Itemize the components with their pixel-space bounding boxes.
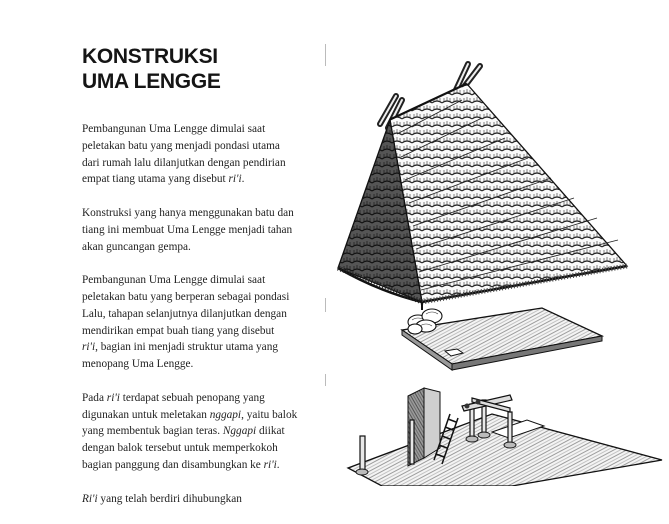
text-run: diikat (256, 425, 285, 438)
text-line (82, 306, 318, 323)
text-line (82, 155, 318, 172)
text-run: terdapat sebuah penopang yang (119, 391, 265, 404)
text-run: . (276, 458, 280, 471)
text-run: bagian panggung dan disambungkan ke (82, 458, 264, 471)
text-line (82, 138, 318, 155)
text-run: , yaitu balok (241, 408, 298, 421)
text-run: dengan balok tersebut untuk memperkokoh (82, 442, 278, 455)
construction-illustration (322, 40, 669, 486)
italic-term: ri'i (82, 341, 96, 354)
text-line (82, 272, 318, 289)
text-run: dari rumah lalu dilanjutkan dengan pendirian (82, 156, 286, 169)
text-run: tiang ini membuat Uma Lengge menjadi tahan (82, 223, 293, 236)
text-line (82, 323, 318, 340)
text-line (82, 222, 318, 239)
title-line-2: UMA LENGGE (82, 70, 221, 93)
text-run: . (241, 173, 245, 186)
text-line (82, 339, 318, 356)
text-run: Pembangunan Uma Lengge dimulai saat (82, 123, 266, 135)
text-line (82, 423, 318, 440)
text-line (82, 205, 318, 222)
text-line (82, 239, 318, 256)
text-line (82, 171, 318, 188)
text-run: Pembangunan Uma Lengge dimulai saat (82, 274, 266, 287)
paragraph (82, 272, 318, 373)
text-line (82, 440, 318, 457)
paragraph (82, 491, 318, 508)
text-run: yang telah berdiri dihubungkan (97, 492, 242, 505)
thatched-roof-icon (338, 64, 627, 310)
text-line (82, 390, 318, 407)
text-line (82, 121, 318, 138)
text-run: Konstruksi yang hanya menggunakan batu dan (82, 206, 294, 219)
title-line-1: KONSTRUKSI (82, 45, 218, 68)
text-run: mendirikan empat buah tiang yang disebut (82, 324, 275, 337)
paragraph (82, 205, 318, 255)
italic-term: nggapi (209, 408, 242, 421)
text-run: , bagian ini menjadi struktur utama yang (95, 341, 278, 354)
text-run: empat tiang utama yang disebut (82, 173, 229, 186)
paragraph (82, 121, 318, 188)
text-run: yang membentuk bagian teras. (82, 425, 223, 438)
text-line (82, 289, 318, 306)
italic-term: Ri'i (82, 492, 98, 505)
page-title (82, 44, 221, 94)
italic-term: ri'i (106, 391, 120, 404)
text-run: peletakan batu yang menjadi pondasi utama (82, 139, 280, 152)
text-line (82, 491, 318, 508)
italic-term: Nggapi (222, 425, 257, 438)
body-text (82, 121, 318, 524)
text-line (82, 356, 318, 373)
paragraph (82, 390, 318, 474)
text-line (82, 457, 318, 474)
text-run: akan guncangan gempa. (82, 240, 191, 253)
text-run: Lalu, tahapan selanjutnya dilanjutkan dengan (82, 307, 287, 320)
italic-term: ri'i (228, 173, 242, 186)
text-run: digunakan untuk meletakan (82, 408, 210, 421)
text-run: peletakan batu yang berperan sebagai pondasi (82, 290, 290, 303)
italic-term: ri'i (263, 458, 277, 471)
floor-platform-icon (402, 308, 602, 370)
text-line (82, 407, 318, 424)
posts-and-ladder-icon (348, 388, 662, 486)
text-run: menopang Uma Lengge. (82, 358, 194, 371)
text-run: Pada (82, 391, 107, 404)
